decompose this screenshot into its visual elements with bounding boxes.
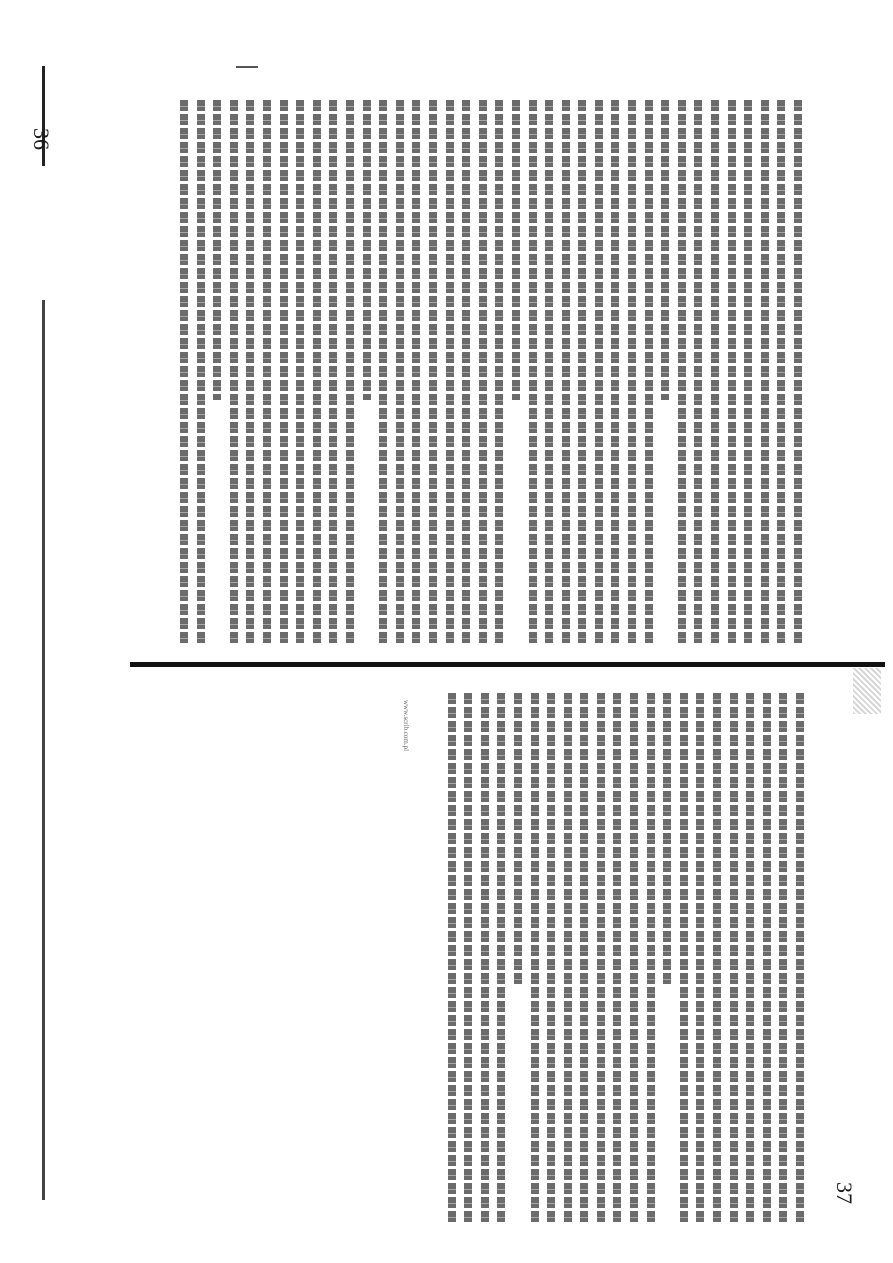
text-line bbox=[580, 693, 588, 1223]
text-line bbox=[412, 100, 420, 645]
text-line bbox=[346, 100, 354, 645]
text-line bbox=[595, 100, 603, 645]
text-line bbox=[746, 693, 754, 1223]
text-line bbox=[763, 693, 771, 1223]
text-line bbox=[680, 693, 688, 1223]
text-line bbox=[562, 100, 570, 645]
text-line bbox=[464, 693, 472, 1223]
text-line bbox=[711, 100, 719, 645]
text-line bbox=[313, 100, 321, 645]
text-line bbox=[363, 100, 371, 400]
left-page-text bbox=[142, 100, 802, 645]
text-line bbox=[597, 693, 605, 1223]
margin-rule bbox=[42, 300, 45, 1200]
text-line bbox=[663, 693, 671, 985]
text-line bbox=[728, 100, 736, 645]
text-line bbox=[197, 100, 205, 645]
page-number-right: 37 bbox=[832, 1182, 857, 1204]
text-line bbox=[462, 100, 470, 645]
text-line bbox=[630, 693, 638, 1223]
text-line bbox=[730, 693, 738, 1223]
text-line bbox=[512, 100, 520, 400]
text-line bbox=[547, 693, 555, 1223]
text-line bbox=[564, 693, 572, 1223]
text-line bbox=[263, 100, 271, 645]
page-number-left: 36 bbox=[29, 128, 54, 150]
text-line bbox=[531, 693, 539, 1223]
text-line bbox=[396, 100, 404, 645]
text-line bbox=[611, 100, 619, 645]
right-page-text bbox=[404, 693, 804, 1223]
text-line bbox=[446, 100, 454, 645]
margin-imprint: www.scrib.com.pl bbox=[402, 700, 410, 752]
text-line bbox=[213, 100, 221, 400]
text-line bbox=[429, 100, 437, 645]
scan-smudge bbox=[853, 668, 881, 714]
text-line bbox=[379, 100, 387, 645]
text-line bbox=[628, 100, 636, 645]
text-line bbox=[777, 100, 785, 645]
text-line bbox=[481, 693, 489, 1223]
text-line bbox=[696, 693, 704, 1223]
text-line bbox=[246, 100, 254, 645]
page-divider bbox=[130, 662, 885, 667]
text-line bbox=[230, 100, 238, 645]
text-line bbox=[779, 693, 787, 1223]
text-line bbox=[794, 100, 802, 645]
text-line bbox=[180, 100, 188, 645]
text-line bbox=[761, 100, 769, 645]
text-line bbox=[647, 693, 655, 1223]
text-line bbox=[645, 100, 653, 645]
text-line bbox=[744, 100, 752, 645]
text-line bbox=[497, 693, 505, 1223]
text-line bbox=[280, 100, 288, 645]
text-line bbox=[448, 693, 456, 1223]
text-line bbox=[529, 100, 537, 645]
margin-rule bbox=[42, 66, 45, 166]
text-line bbox=[694, 100, 702, 645]
text-line bbox=[329, 100, 337, 645]
text-line bbox=[296, 100, 304, 645]
text-line bbox=[613, 693, 621, 1223]
header-dash bbox=[236, 66, 258, 68]
text-line bbox=[796, 693, 804, 1223]
text-line bbox=[578, 100, 586, 645]
text-line bbox=[545, 100, 553, 645]
text-line bbox=[661, 100, 669, 400]
text-line bbox=[479, 100, 487, 645]
text-line bbox=[514, 693, 522, 985]
text-line bbox=[713, 693, 721, 1223]
text-line bbox=[678, 100, 686, 645]
text-line bbox=[495, 100, 503, 645]
